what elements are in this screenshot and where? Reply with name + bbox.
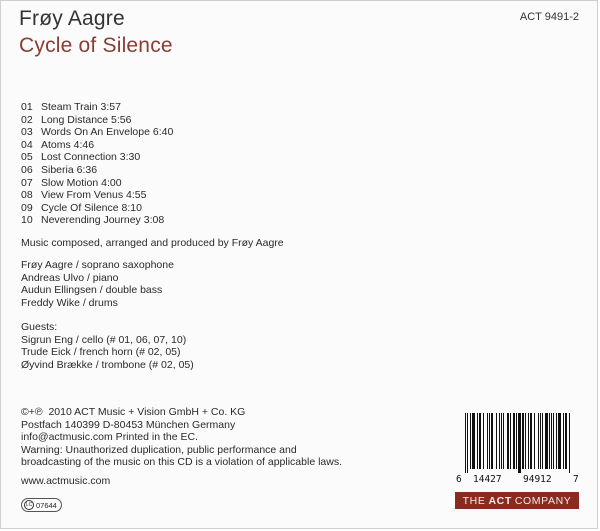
act-company-logo: THE ACT COMPANY xyxy=(455,492,579,509)
musician-item: Andreas Ulvo / piano xyxy=(21,271,119,284)
barcode-bar xyxy=(545,413,548,469)
barcode-last-digit: 7 xyxy=(573,474,579,485)
track-item: 02 Long Distance 5:56 xyxy=(21,113,132,126)
track-item: 08 View From Venus 4:55 xyxy=(21,189,147,202)
barcode-bar xyxy=(565,413,567,469)
musician-item: Freddy Wike / drums xyxy=(21,296,118,309)
barcode-bar xyxy=(569,413,570,473)
track-item: 09 Cycle Of Silence 8:10 xyxy=(21,201,142,214)
album-title: Cycle of Silence xyxy=(19,34,173,57)
copyright-symbols: ©+℗ xyxy=(21,406,43,418)
barcode-bar xyxy=(470,413,471,469)
barcode-bar xyxy=(528,413,529,469)
warning-line-1: Warning: Unauthorized duplication, public performance and xyxy=(21,443,297,456)
barcode-bar xyxy=(538,413,539,469)
barcode-bar xyxy=(467,413,468,473)
barcode-bar xyxy=(530,413,532,469)
barcode-bar xyxy=(553,413,554,469)
barcode-first-digit: 6 xyxy=(456,474,462,485)
track-item: 06 Siberia 6:36 xyxy=(21,163,98,176)
track-item: 04 Atoms 4:46 xyxy=(21,138,95,151)
barcode-bar xyxy=(483,413,484,469)
barcode-bar xyxy=(513,413,515,469)
legal-notice xyxy=(21,406,342,469)
barcode-bar xyxy=(491,413,493,469)
barcode-bar xyxy=(542,413,543,469)
barcode-bar xyxy=(496,413,497,469)
barcode-bar xyxy=(503,413,504,469)
barcode-bar xyxy=(540,413,541,469)
barcode-bar xyxy=(487,413,488,469)
barcode-bar xyxy=(522,413,524,469)
catalog-number: ACT 9491-2 xyxy=(519,11,579,23)
production-credit: Music composed, arranged and produced by Frøy Aagre xyxy=(21,237,284,249)
barcode-bar xyxy=(465,413,466,473)
guest-item: Øyvind Brække / trombone (# 02, 05) xyxy=(21,358,194,371)
musician-item: Frøy Aagre / soprano saxophone xyxy=(21,259,174,271)
barcode-bar xyxy=(549,413,550,469)
track-item: 03 Words On An Envelope 6:40 xyxy=(21,126,174,139)
musician-item: Audun Ellingsen / double bass xyxy=(21,284,163,297)
barcode-bar xyxy=(477,413,478,469)
barcode-bar xyxy=(534,413,535,469)
barcode-bar xyxy=(516,413,517,469)
barcode-bar xyxy=(507,413,509,469)
barcode-bar xyxy=(479,413,481,469)
barcode xyxy=(455,413,581,483)
barcode-bars xyxy=(465,413,571,473)
musician-list xyxy=(21,259,174,309)
label-code-mark: LC xyxy=(25,502,33,508)
warning-line-2: broadcasting of the music on this CD is a violation of applicable laws. xyxy=(21,456,342,469)
postal-address: Postfach 140399 D-80453 München Germany xyxy=(21,418,236,431)
guest-list xyxy=(21,334,194,372)
barcode-right-group: 94912 xyxy=(523,474,552,485)
barcode-bar xyxy=(551,413,552,469)
barcode-bar xyxy=(558,413,561,469)
track-list xyxy=(21,101,173,227)
barcode-left-group: 14427 xyxy=(473,474,502,485)
track-item: 10 Neverending Journey 3:08 xyxy=(21,214,165,227)
guests-heading: Guests: xyxy=(21,321,58,333)
track-item: 05 Lost Connection 3:30 xyxy=(21,151,141,164)
barcode-bar xyxy=(510,413,511,469)
barcode-bar xyxy=(518,413,521,473)
guest-section xyxy=(21,321,194,371)
barcode-bar xyxy=(472,413,475,469)
track-item: 01 Steam Train 3:57 xyxy=(21,101,121,113)
barcode-bar xyxy=(499,413,500,469)
guest-item: Trude Eick / french horn (# 02, 05) xyxy=(21,346,181,359)
barcode-bar xyxy=(489,413,490,469)
artist-name: Frøy Aagre xyxy=(19,7,125,30)
track-item: 07 Slow Motion 4:00 xyxy=(21,176,122,189)
copyright-text: 2010 ACT Music + Vision GmbH + Co. KG xyxy=(48,406,246,418)
label-code-number: 07644 xyxy=(36,500,57,510)
email-line: info@actmusic.com Printed in the EC. xyxy=(21,431,198,444)
barcode-bar xyxy=(525,413,526,469)
barcode-bar xyxy=(501,413,502,469)
barcode-bar xyxy=(556,413,557,469)
website-url: www.actmusic.com xyxy=(21,475,111,487)
label-code xyxy=(21,498,62,512)
guest-item: Sigrun Eng / cello (# 01, 06, 07, 10) xyxy=(21,333,187,346)
barcode-bar xyxy=(563,413,564,469)
